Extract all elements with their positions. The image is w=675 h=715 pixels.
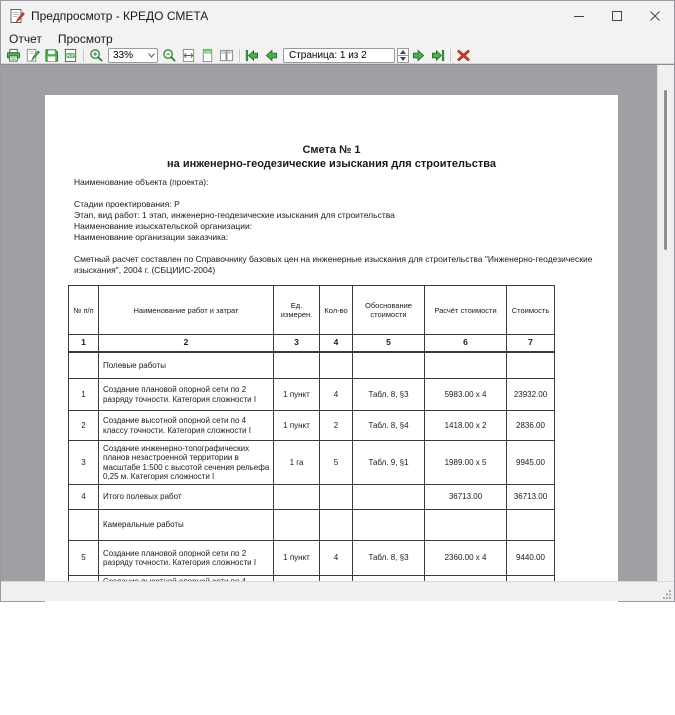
- table-header-cell: Ед. измерен.: [274, 286, 320, 335]
- export-pdf-icon: [63, 48, 78, 63]
- export-pdf-button[interactable]: [61, 47, 80, 64]
- next-page-icon: [411, 48, 426, 63]
- close-preview-button[interactable]: [454, 47, 473, 64]
- table-cell: 9945.00: [507, 441, 555, 485]
- two-pages-button[interactable]: [217, 47, 236, 64]
- table-header-cell: Расчёт стоимости: [425, 286, 507, 335]
- table-header-cell: Обоснование стоимости: [353, 286, 425, 335]
- table-row: [69, 379, 555, 411]
- table-cell: 1 пункт: [274, 411, 320, 441]
- table-cell: 2: [320, 411, 353, 441]
- preview-area: [1, 64, 674, 581]
- table-cell: 1418.00 x 2: [425, 411, 507, 441]
- table-cell: Итого полевых работ: [99, 485, 274, 510]
- maximize-button[interactable]: [598, 1, 636, 31]
- table-cell: Создание высотной опорной сети по 4 классу точности. Категория сложности I: [99, 411, 274, 441]
- table-cell: 5983.00 x 4: [425, 379, 507, 411]
- table-cell: 7: [507, 335, 555, 352]
- minimize-icon: [574, 11, 584, 21]
- table-header-cell: Стоимость: [507, 286, 555, 335]
- table-cell: Создание плановой опорной сети по 2 разряду точности. Категория сложности I: [99, 379, 274, 411]
- table-cell: [507, 510, 555, 541]
- menubar: [1, 31, 674, 47]
- table-header-cell: Кол-во: [320, 286, 353, 335]
- table-header-cell: № п/п: [69, 286, 99, 335]
- document-title: [45, 95, 618, 171]
- table-cell: 1 пункт: [274, 379, 320, 411]
- prev-page-icon: [264, 48, 279, 63]
- save-icon: [44, 48, 59, 63]
- document-title-line1: Смета № 1: [302, 144, 361, 156]
- close-icon: [650, 11, 660, 21]
- toolbar-separator: [83, 49, 84, 62]
- table-cell: [274, 485, 320, 510]
- table-cell: 4: [69, 485, 99, 510]
- zoom-in-icon: [89, 48, 104, 63]
- estimate-table: [68, 285, 555, 596]
- triangle-up-icon: [400, 50, 406, 54]
- table-cell: [320, 485, 353, 510]
- app-icon: [9, 8, 25, 24]
- zoom-in-button[interactable]: [87, 47, 106, 64]
- table-cell: 2: [99, 335, 274, 352]
- save-button[interactable]: [42, 47, 61, 64]
- last-page-icon: [430, 48, 445, 63]
- zoom-out-button[interactable]: [160, 47, 179, 64]
- table-cell: 36713.00: [507, 485, 555, 510]
- close-button[interactable]: [636, 1, 674, 31]
- toolbar-separator: [239, 49, 240, 62]
- print-icon: [6, 48, 21, 63]
- whole-page-button[interactable]: [198, 47, 217, 64]
- edit-report-button[interactable]: [23, 47, 42, 64]
- info-block: [74, 199, 594, 243]
- table-cell: 36713.00: [425, 485, 507, 510]
- close-preview-icon: [456, 48, 471, 63]
- page-spinner: [397, 48, 409, 63]
- table-cell: 3: [69, 441, 99, 485]
- table-cell: Создание плановой опорной сети по 2 разряду точности. Категория сложности I: [99, 541, 274, 576]
- vertical-scrollbar[interactable]: [657, 65, 674, 581]
- minimize-button[interactable]: [560, 1, 598, 31]
- maximize-icon: [612, 11, 622, 21]
- fit-width-icon: [181, 48, 196, 63]
- svg-text:PDF: PDF: [66, 52, 75, 58]
- page-number-value: Страница: 1 из 2: [289, 49, 367, 61]
- table-cell: 4: [320, 335, 353, 352]
- table-header-cell: Наименование работ и затрат: [99, 286, 274, 335]
- print-button[interactable]: [4, 47, 23, 64]
- table-row: [69, 352, 555, 379]
- table-cell: Камеральные работы: [99, 510, 274, 541]
- table-cell: 2: [69, 411, 99, 441]
- document-title-line2: на инженерно-геодезические изыскания для строительства: [167, 158, 496, 170]
- toolbar: [1, 47, 674, 64]
- spinner-up-button[interactable]: [397, 48, 409, 55]
- table-header-row: [69, 286, 555, 335]
- table-cell: 1: [69, 379, 99, 411]
- chevron-down-icon: [148, 53, 155, 58]
- table-cell: [353, 485, 425, 510]
- table-cell: Табл. 8, §3: [353, 541, 425, 576]
- menu-report[interactable]: Отчет: [9, 32, 42, 46]
- table-cell: Полевые работы: [99, 352, 274, 379]
- document-page: [45, 95, 618, 715]
- table-cell: Табл. 9, §1: [353, 441, 425, 485]
- table-cell: [425, 352, 507, 379]
- statusbar: [1, 581, 674, 601]
- document-body: [74, 177, 594, 276]
- table-cell: [274, 510, 320, 541]
- first-page-icon: [245, 48, 260, 63]
- table-cell: [507, 352, 555, 379]
- last-page-button[interactable]: [428, 47, 447, 64]
- edit-report-icon: [25, 48, 40, 63]
- window-controls: [560, 1, 674, 31]
- table-row: [69, 485, 555, 510]
- table-row: [69, 441, 555, 485]
- info-line: Наименование организации заказчика:: [74, 232, 229, 242]
- titlebar: [1, 1, 674, 31]
- resize-grip[interactable]: [663, 590, 672, 599]
- table-row: [69, 411, 555, 441]
- table-cell: 1: [69, 335, 99, 352]
- object-line: Наименование объекта (проекта):: [74, 177, 209, 187]
- table-cell: 1 га: [274, 441, 320, 485]
- table-row: [69, 541, 555, 576]
- table-cell: [425, 510, 507, 541]
- triangle-down-icon: [400, 57, 406, 61]
- table-cell: 4: [320, 541, 353, 576]
- scrollbar-thumb[interactable]: [664, 90, 667, 250]
- table-cell: 2836.00: [507, 411, 555, 441]
- table-cell: 23932.00: [507, 379, 555, 411]
- info-line: Наименование изыскательской организации:: [74, 221, 253, 231]
- table-cell: [320, 510, 353, 541]
- table-cell: Табл. 8, §4: [353, 411, 425, 441]
- table-cell: [353, 352, 425, 379]
- next-page-button[interactable]: [409, 47, 428, 64]
- first-page-button[interactable]: [243, 47, 262, 64]
- table-row: [69, 510, 555, 541]
- table-cell: 5: [320, 441, 353, 485]
- menu-view[interactable]: Просмотр: [57, 32, 113, 46]
- page-number-field[interactable]: [283, 48, 395, 63]
- table-cell: [69, 352, 99, 379]
- zoom-out-icon: [162, 48, 177, 63]
- window-title: Предпросмотр - КРЕДО СМЕТА: [31, 9, 209, 23]
- table-cell: 3: [274, 335, 320, 352]
- table-cell: 6: [425, 335, 507, 352]
- fit-width-button[interactable]: [179, 47, 198, 64]
- estimate-note: Сметный расчет составлен по Справочнику базовых цен на инженерные изыскания для строительства "Инженерно-геодезические изыскания", 2004 г. (СБЦИИС-2004): [74, 254, 593, 275]
- zoom-level-combobox[interactable]: [108, 48, 158, 63]
- table-cell: 1 пункт: [274, 541, 320, 576]
- two-pages-icon: [219, 48, 234, 63]
- spinner-down-button[interactable]: [397, 55, 409, 63]
- column-number-row: [69, 335, 555, 352]
- table-cell: 1989.00 x 5: [425, 441, 507, 485]
- table-cell: [274, 352, 320, 379]
- table-cell: [353, 510, 425, 541]
- table-cell: 2360.00 x 4: [425, 541, 507, 576]
- table-cell: 5: [353, 335, 425, 352]
- prev-page-button[interactable]: [262, 47, 281, 64]
- toolbar-separator: [450, 49, 451, 62]
- table-cell: [69, 510, 99, 541]
- info-line: Этап, вид работ: 1 этап, инженерно-геодезические изыскания для строительства: [74, 210, 395, 220]
- table-cell: 9440.00: [507, 541, 555, 576]
- table-cell: 5: [69, 541, 99, 576]
- table-cell: [320, 352, 353, 379]
- table-cell: Табл. 8, §3: [353, 379, 425, 411]
- zoom-level-value: 33%: [113, 49, 134, 61]
- whole-page-icon: [200, 48, 215, 63]
- table-cell: 4: [320, 379, 353, 411]
- table-cell: Создание инженерно-топографических планов незастроенной территории в масштабе 1:500 с высотой сечения рельефа 0,25 м. Категория сложности I: [99, 441, 274, 485]
- info-line: Стадии проектирования: Р: [74, 199, 180, 209]
